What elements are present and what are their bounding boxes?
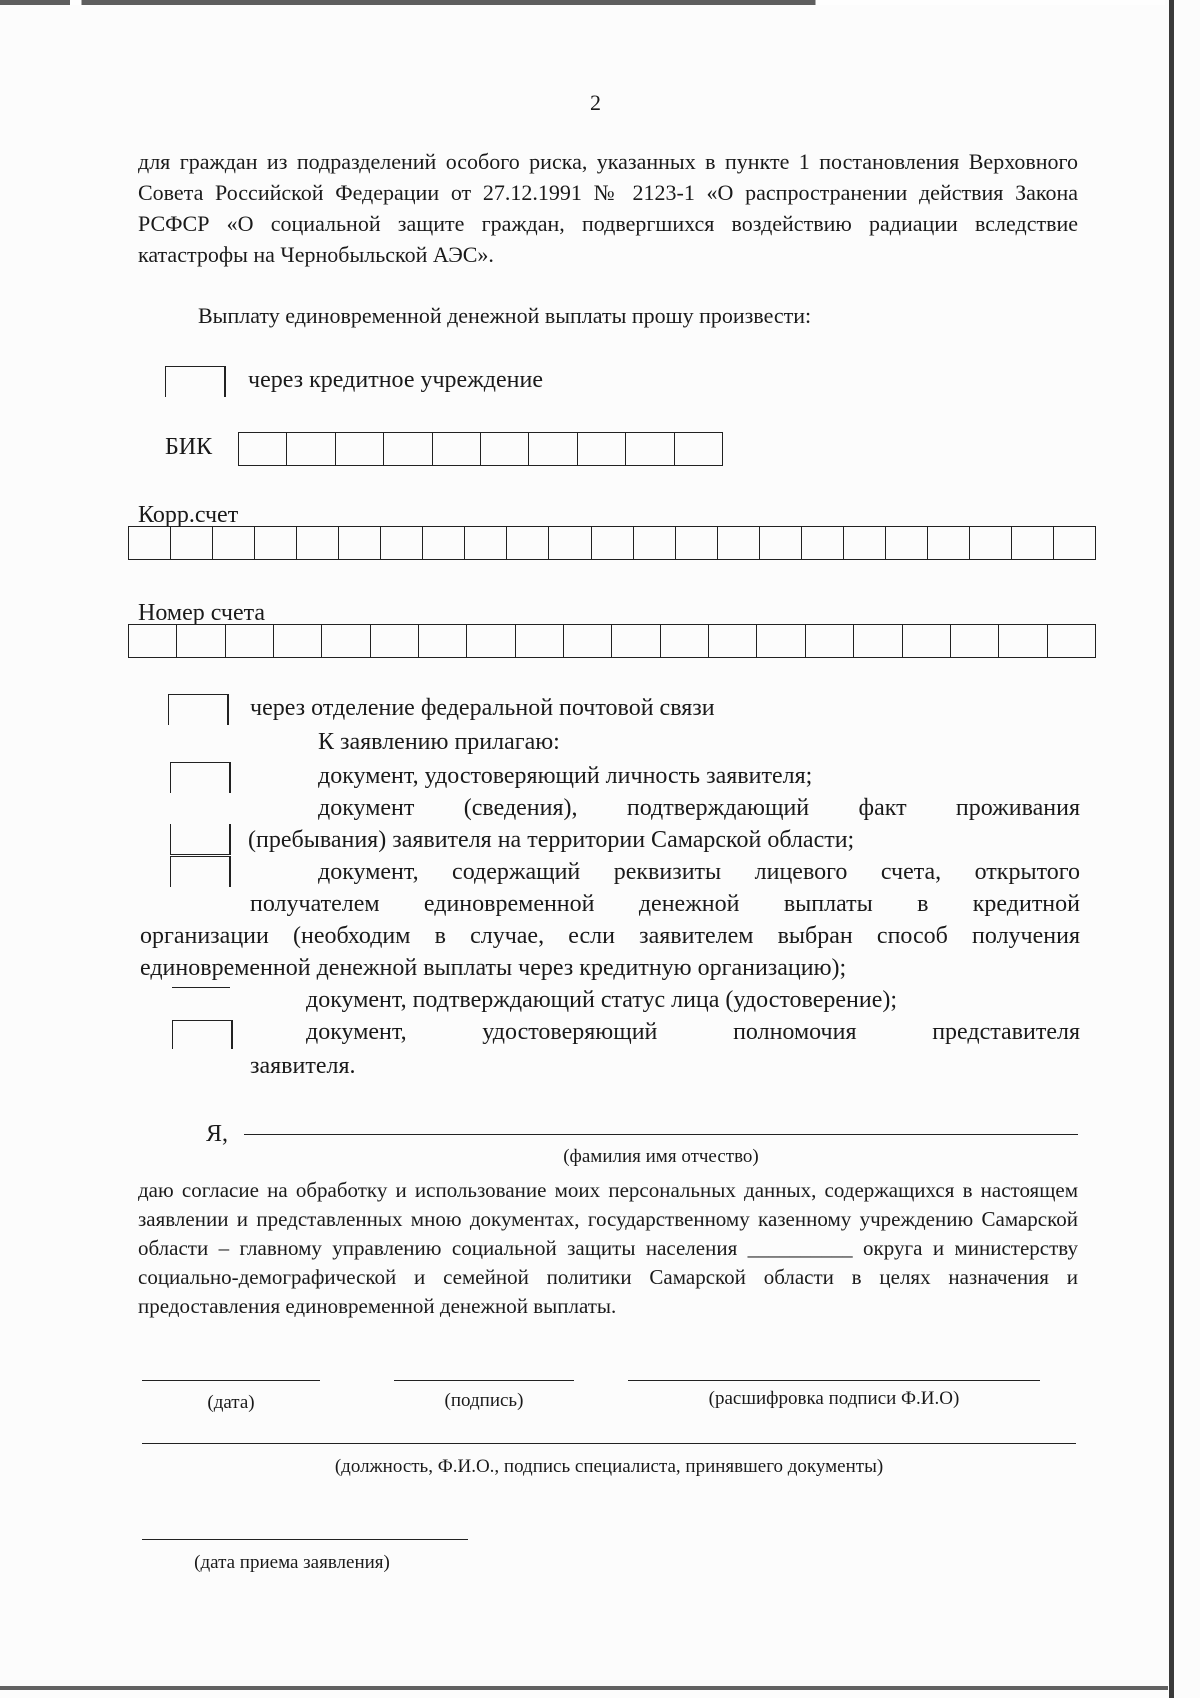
attachment-representative-checkbox[interactable]: [172, 1020, 233, 1049]
attachment-account-checkbox[interactable]: [170, 856, 231, 887]
specialist-input-line[interactable]: [142, 1443, 1076, 1444]
attachment-5b: заявителя.: [250, 1053, 356, 1079]
signature-decode-caption: (расшифровка подписи Ф.И.О): [708, 1388, 960, 1409]
attachment-2a: документ (сведения), подтверждающий факт проживания: [318, 795, 1080, 821]
account-number-cells[interactable]: [128, 624, 1096, 658]
credit-option-label: через кредитное учреждение: [248, 367, 543, 393]
date-input-line[interactable]: [142, 1380, 320, 1381]
fio-caption: (фамилия имя отчество): [563, 1146, 759, 1167]
scan-edge-right: [1169, 0, 1174, 1698]
signature-caption: (подпись): [444, 1390, 524, 1411]
attachment-5a: документ, удостоверяющий полномочия представителя: [306, 1019, 1080, 1045]
fio-input-line[interactable]: [244, 1134, 1078, 1135]
attachment-2b: (пребывания) заявителя на территории Самарской области;: [248, 827, 855, 853]
page-number: 2: [590, 90, 601, 115]
post-option-checkbox[interactable]: [168, 694, 229, 725]
attachment-3a: документ, содержащий реквизиты лицевого счета, открытого: [318, 859, 1080, 885]
consent-text: даю согласие на обработку и использование моих персональных данных, содержащихся в настоящем заявлении и представленных мною документах, государственному казенному учреждению Самарской области – главному управлению социальной защиты населения __________ округа и министерству социально-демографической и семейной политики Самарской области в целях назначения и предоставления единовременной денежной выплаты.: [138, 1178, 1078, 1318]
corr-account-cells[interactable]: [128, 526, 1096, 560]
credit-option-checkbox[interactable]: [165, 366, 226, 397]
attachment-1: документ, удостоверяющий личность заявителя;: [318, 763, 813, 789]
attachment-status-checkbox[interactable]: [172, 987, 230, 988]
bik-cells[interactable]: [238, 432, 723, 466]
specialist-caption: (должность, Ф.И.О., подпись специалиста, принявшего документы): [334, 1456, 884, 1477]
scan-edge-top: [0, 0, 1165, 5]
consent-prefix: Я,: [206, 1121, 229, 1147]
intro-text: для граждан из подразделений особого риска, указанных в пункте 1 постановления Верховного Совета Российской Федерации от 27.12.1991 № 2123-1 «О распространении действия Закона РСФСР «О социальной защите граждан, подвергшихся воздействию радиации вследствие катастрофы на Чернобыльской АЭС».: [138, 149, 1078, 267]
account-number-label: Номер счета: [138, 600, 266, 626]
payment-request: Выплату единовременной денежной выплаты прошу произвести:: [198, 303, 812, 328]
receipt-date-input-line[interactable]: [142, 1539, 468, 1540]
scan-edge-bottom: [0, 1686, 1168, 1690]
corr-account-label: Корр.счет: [138, 502, 239, 528]
attachment-4: документ, подтверждающий статус лица (удостоверение);: [306, 987, 898, 1013]
attachment-3d: единовременной денежной выплаты через кредитную организацию);: [140, 955, 847, 981]
attachment-3c: организации (необходим в случае, если заявителем выбран способ получения: [140, 923, 1080, 949]
post-option-label: через отделение федеральной почтовой связи: [250, 695, 715, 721]
receipt-date-caption: (дата приема заявления): [194, 1552, 390, 1573]
attachment-3b: получателем единовременной денежной выплаты в кредитной: [250, 891, 1080, 917]
signature-input-line[interactable]: [394, 1380, 574, 1381]
attachment-residence-checkbox[interactable]: [170, 824, 231, 855]
attachments-header: К заявлению прилагаю:: [318, 729, 560, 755]
bik-label: БИК: [165, 434, 213, 460]
date-caption: (дата): [207, 1392, 255, 1413]
attachment-id-checkbox[interactable]: [170, 762, 231, 793]
signature-decode-input-line[interactable]: [628, 1380, 1040, 1381]
